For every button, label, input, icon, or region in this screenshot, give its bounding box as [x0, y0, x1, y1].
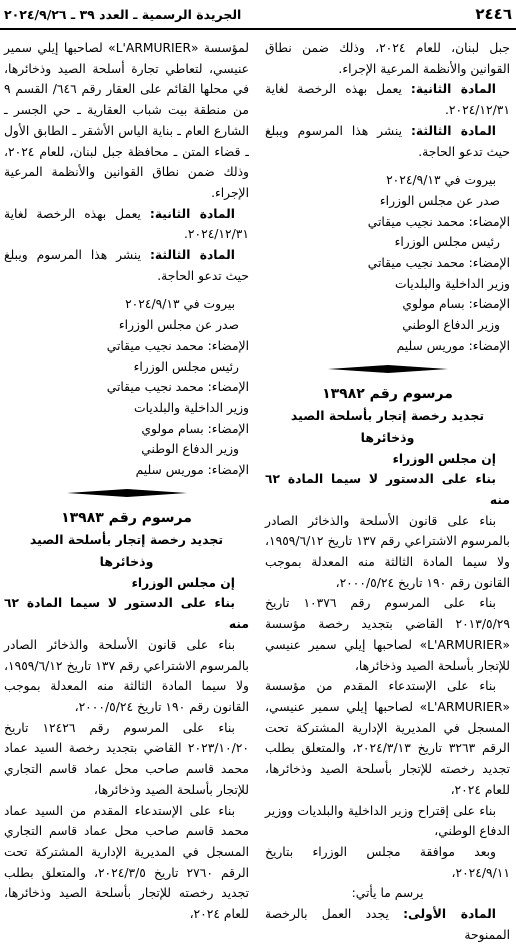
article-text: ينشر هذا المرسوم ويبلغ حيث تدعو الحاجة.: [265, 123, 510, 159]
pm-title: رئيس مجلس الوزراء: [394, 235, 500, 250]
recital: وبعد موافقة مجلس الوزراء بتاريخ ٢٠٢٤/٩/١١،: [265, 844, 510, 880]
place-date: بيروت في ٢٠٢٤/٩/١٣: [125, 297, 235, 312]
left-column: [4, 38, 249, 925]
signature-line: الإمضاء: بسام مولوي: [141, 421, 249, 436]
article-label: المادة الثالثة:: [410, 123, 496, 138]
page-number: ٢٤٤٦: [475, 5, 512, 23]
signature-line: الإمضاء: موريس سليم: [135, 463, 249, 478]
defense-minister-title: وزير الدفاع الوطني: [141, 442, 239, 457]
pm-title: رئيس مجلس الوزراء: [133, 359, 239, 374]
divider-ornament-icon: [67, 488, 187, 498]
signature-line: الإمضاء: محمد نجيب ميقاتي: [106, 338, 249, 353]
defense-minister-title: وزير الدفاع الوطني: [402, 318, 500, 333]
article-label: المادة الثالثة:: [149, 248, 235, 263]
signature-line: الإمضاء: محمد نجيب ميقاتي: [367, 214, 510, 229]
recital: بناء على الإستدعاء المقدم من مؤسسة «L'ARMURIER» لصاحبها إيلي سمير عنيسي، المسجل في المديرية الإدارية المشتركة تحت الرقم ٣٢٦٣ تاريخ ٢٠٢٤/٣/١٣، والمتعلق بطلب تجديد رخصته للإتجار بأسلحة الصيد وذخائرها، للعام ٢٠٢٤،: [265, 679, 510, 797]
article-label: المادة الأولى:: [403, 907, 497, 922]
constitution-basis: بناء على الدستور لا سيما المادة ٦٢ منه: [265, 472, 510, 507]
gazette-title: الجريدة الرسمية ـ العدد ٣٩ ـ ٢٠٢٤/٩/٢٦: [4, 6, 242, 22]
interior-minister-title: وزير الداخلية والبلديات: [134, 400, 249, 415]
decree-subject: تجديد رخصة إتجار بأسلحة الصيد وذخائرها: [29, 531, 224, 569]
constitution-basis: بناء على الدستور لا سيما المادة ٦٢ منه: [4, 596, 249, 632]
issued-by: صدر عن مجلس الوزراء: [379, 193, 500, 208]
interior-minister-title: وزير الداخلية والبلديات: [395, 276, 510, 291]
article-label: المادة الثانية:: [149, 206, 235, 221]
decree-title: مرسوم رقم ١٣٩٨٢: [322, 385, 453, 402]
signature-line: الإمضاء: بسام مولوي: [402, 297, 510, 312]
decree-subject: تجديد رخصة إتجار بأسلحة الصيد وذخائرها: [290, 407, 485, 445]
paragraph: لمؤسسة «L'ARMURIER» لصاحبها إيلي سمير عنيسي، لتعاطي تجارة أسلحة الصيد وذخائرها، في محلها القائم على العقار رقم ٦٤٦/ القسم ٩ من منطقة بيت شباب العقارية ـ حي الجسر ـ الشارع العام ـ بناية الياس الأشقر ـ الطابق الأول ـ قضاء المتن ـ محافظة جبل لبنان، للعام ٢٠٢٤، وذلك ضمن نطاق القوانين والأنظمة المرعية الإجراء.: [4, 41, 250, 200]
section-divider: [265, 361, 510, 377]
signature-line: الإمضاء: موريس سليم: [396, 338, 510, 353]
right-column: [265, 38, 510, 945]
signature-line: الإمضاء: محمد نجيب ميقاتي: [106, 380, 249, 395]
section-divider: [4, 485, 249, 501]
issued-by: صدر عن مجلس الوزراء: [118, 318, 239, 333]
article-label: المادة الثانية:: [410, 82, 496, 97]
paragraph: جبل لبنان، للعام ٢٠٢٤، وذلك ضمن نطاق القوانين والأنظمة المرعية الإجراء.: [265, 41, 510, 76]
article-text: يعمل بهذه الرخصة لغاية ٢٠٢٤/١٢/٣١.: [265, 82, 510, 118]
signature-line: الإمضاء: محمد نجيب ميقاتي: [367, 256, 510, 271]
recital: بناء على المرسوم رقم ١٢٤٢٦ تاريخ ٢٠٢٣/١٠/٢٠ القاضي بتجديد رخصة السيد عماد محمد قاسم صاحب محل عماد قاسم التجاري للإتجار بأسلحة الصيد وذخائرها،: [4, 720, 249, 797]
article-text: يعمل بهذه الرخصة لغاية ٢٠٢٤/١٢/٣١.: [4, 206, 249, 242]
article-2: [265, 79, 510, 120]
recital: بناء على قانون الأسلحة والذخائر الصادر بالمرسوم الاشتراعي رقم ١٣٧ تاريخ ١٩٥٩/٦/١٢، ولا سيما المادة الثالثة منه المعدلة بموجب القانون رقم ١٩٠ تاريخ ٢٠٠٠/٥/٢٤،: [4, 637, 249, 714]
divider-ornament-icon: [328, 364, 448, 374]
decrees-statement: يرسم ما يأتي:: [351, 886, 424, 901]
article-2: [4, 204, 249, 245]
recital: بناء على قانون الأسلحة والذخائر الصادر بالمرسوم الاشتراعي رقم ١٣٧ تاريخ ١٩٥٩/٦/١٢، ولا سيما المادة الثالثة منه المعدلة بموجب القانون رقم ١٩٠ تاريخ ٢٠٠٠/٥/٢٤،: [265, 513, 510, 590]
article-3: [265, 121, 510, 162]
place-date: بيروت في ٢٠٢٤/٩/١٣: [386, 173, 496, 188]
council-heading: إن مجلس الوزراء: [392, 451, 496, 466]
recital: بناء على إقتراح وزير الداخلية والبلديات ووزير الدفاع الوطني،: [265, 803, 510, 839]
recital: بناء على الإستدعاء المقدم من السيد عماد محمد قاسم صاحب محل عماد قاسم التجاري المسجل في المديرية الإدارية المشتركة تحت الرقم ٢٧٦٠ تاريخ ٢٠٢٤/٣/٥، والمتعلق بطلب تجديد رخصته للإتجار بأسلحة الصيد وذخائرها، للعام ٢٠٢٤،: [4, 803, 250, 922]
article-3: [4, 245, 249, 286]
article-text: يجدد العمل بالرخصة الممنوحة: [265, 907, 510, 942]
article-text: ينشر هذا المرسوم ويبلغ حيث تدعو الحاجة.: [4, 248, 249, 283]
council-heading: إن مجلس الوزراء: [131, 575, 235, 590]
recital: بناء على المرسوم رقم ١٠٣٧٦ تاريخ ٢٠١٣/٥/٢٩ القاضي بتجديد رخصة مؤسسة «L'ARMURIER» لصاحبها إيلي سمير عنيسي للإتجار بأسلحة الصيد وذخائرها،: [265, 596, 510, 673]
article-1: [265, 904, 510, 945]
page-header: [0, 0, 516, 30]
decree-title: مرسوم رقم ١٣٩٨٣: [61, 509, 192, 526]
